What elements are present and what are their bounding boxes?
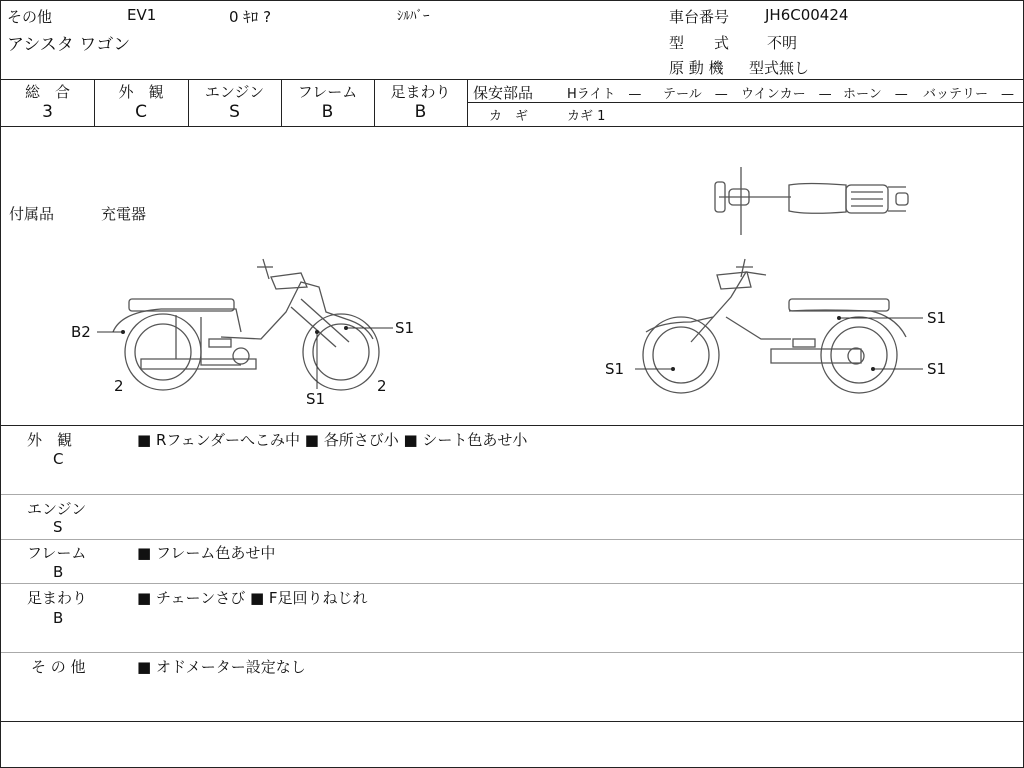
- safety-winker: ウインカー —: [741, 87, 832, 102]
- key-label: カ ギ: [489, 109, 529, 124]
- divider: [1, 79, 1023, 80]
- suspension-grade: B: [414, 102, 427, 122]
- exterior-grade: C: [135, 102, 147, 122]
- scooter-top-view-icon: [715, 167, 908, 235]
- safety-headlight: Hライト —: [567, 87, 642, 102]
- divider: [1, 425, 1023, 426]
- scooter-right-side-icon: [643, 259, 906, 393]
- divider: [1, 652, 1023, 653]
- category: その他: [7, 8, 53, 26]
- remark-text: ■ Rフェンダーへこみ中 ■ 各所さび小 ■ シート色あせ小: [137, 431, 528, 449]
- damage-diagram: [1, 127, 1023, 425]
- remark-grade: C: [53, 450, 64, 468]
- frame-no: JH6C00424: [765, 6, 849, 24]
- mark-left-front-s1: S1: [395, 319, 415, 337]
- engine-grade: S: [229, 102, 240, 122]
- divider: [1, 721, 1023, 722]
- suspension-label: 足まわり: [390, 83, 451, 101]
- divider: [467, 102, 1023, 103]
- remark-label: そ の 他: [31, 658, 86, 676]
- engine-type-value: 型式無し: [749, 59, 810, 77]
- mark-right-front-s1: S1: [605, 360, 625, 378]
- key-value: カギ 1: [567, 109, 606, 124]
- frame-grade: B: [321, 102, 334, 122]
- remark-label: 外 観: [27, 431, 73, 449]
- engine-type-label: 原 動 機: [669, 59, 724, 77]
- overall-label: 総 合: [24, 83, 70, 101]
- divider: [1, 494, 1023, 495]
- vehicle-name: アシスタ ワゴン: [7, 35, 131, 55]
- overall-grade: 3: [42, 102, 53, 122]
- mark-right-seat-s1: S1: [927, 309, 947, 327]
- remark-grade: B: [53, 609, 64, 627]
- color: ｼﾙﾊﾞｰ: [397, 9, 430, 24]
- safety-tail: テール —: [663, 87, 728, 102]
- frame-label: フレーム: [297, 83, 358, 101]
- remark-label: エンジン: [27, 500, 87, 518]
- mark-left-rear-2: 2: [114, 377, 124, 395]
- mileage: 0 ｷﾛ ?: [229, 8, 272, 26]
- mark-left-front-2: 2: [377, 377, 387, 395]
- mark-left-b2: B2: [71, 323, 91, 341]
- divider: [1, 583, 1023, 584]
- safety-battery: バッテリー —: [923, 87, 1015, 102]
- type-label: 型 式: [669, 34, 730, 52]
- accessories-value: 充電器: [101, 205, 147, 223]
- mark-right-rear-s1: S1: [927, 360, 947, 378]
- engine-label: エンジン: [204, 83, 265, 101]
- remark-grade: B: [53, 563, 64, 581]
- remark-grade: S: [53, 518, 63, 536]
- remark-label: フレーム: [27, 544, 87, 562]
- scooter-left-side-icon: [113, 259, 379, 390]
- model-code: EV1: [127, 6, 157, 24]
- accessories-label: 付属品: [9, 205, 55, 223]
- mark-left-bottom-s1: S1: [306, 390, 326, 408]
- remark-label: 足まわり: [27, 589, 88, 607]
- divider: [1, 539, 1023, 540]
- remark-text: ■ フレーム色あせ中: [137, 544, 276, 562]
- safety-label: 保安部品: [473, 84, 534, 102]
- safety-horn: ホーン —: [843, 87, 908, 102]
- type-value: 不明: [767, 34, 798, 52]
- exterior-label: 外 観: [118, 83, 164, 101]
- remark-text: ■ チェーンさび ■ F足回りねじれ: [137, 589, 368, 607]
- frame-no-label: 車台番号: [669, 8, 730, 26]
- remark-text: ■ オドメーター設定なし: [137, 658, 306, 676]
